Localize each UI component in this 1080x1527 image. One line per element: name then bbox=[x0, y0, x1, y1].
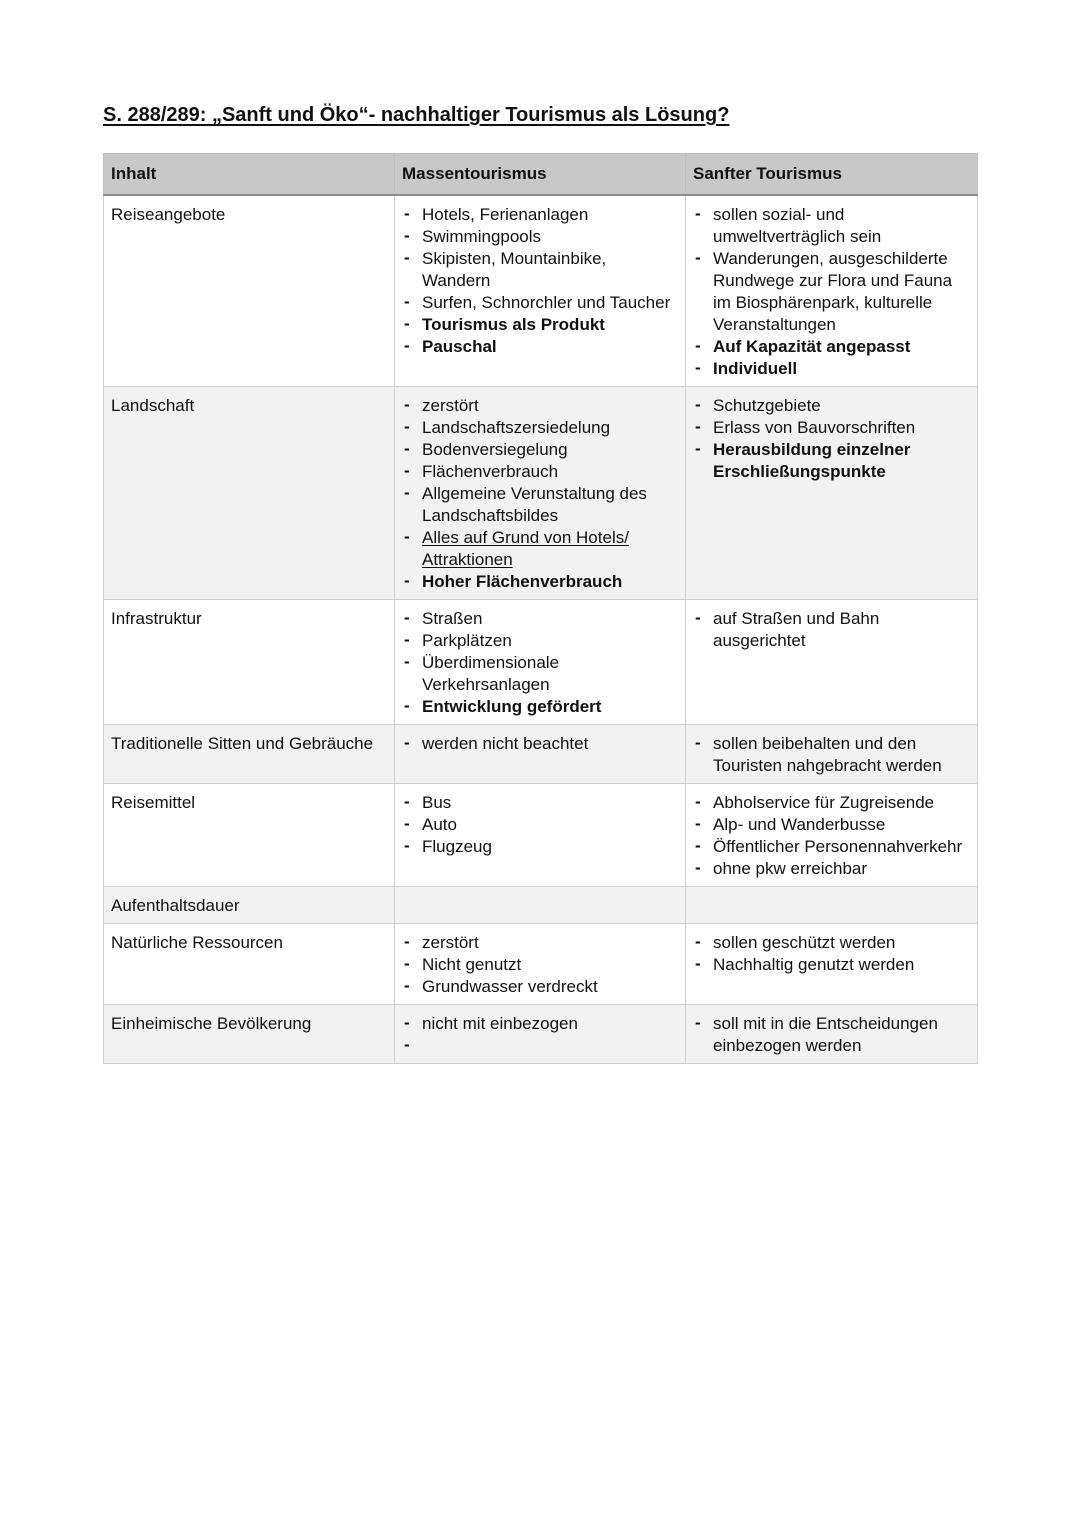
list-item-text: Grundwasser verdreckt bbox=[422, 977, 598, 996]
list-item-text: Alles auf Grund von Hotels/ Attraktionen bbox=[422, 528, 629, 569]
comparison-table bbox=[103, 153, 978, 1064]
row-label: Infrastruktur bbox=[104, 600, 395, 725]
cell-massentourismus bbox=[395, 887, 686, 924]
cell-sanfter-tourismus bbox=[686, 195, 978, 387]
list-item bbox=[693, 836, 970, 858]
table-row bbox=[104, 924, 978, 1005]
bullet-list bbox=[402, 792, 678, 858]
list-item-text: Entwicklung gefördert bbox=[422, 697, 602, 716]
list-item-text: Tourismus als Produkt bbox=[422, 315, 605, 334]
list-item-text: Nicht genutzt bbox=[422, 955, 522, 974]
table-row bbox=[104, 195, 978, 387]
list-item bbox=[402, 954, 678, 976]
header-row bbox=[104, 154, 978, 196]
cell-massentourismus bbox=[395, 725, 686, 784]
bullet-list bbox=[693, 1013, 970, 1057]
list-item-text: Hotels, Ferienanlagen bbox=[422, 205, 589, 224]
list-item-text: Erlass von Bauvorschriften bbox=[713, 418, 916, 437]
list-item bbox=[693, 336, 970, 358]
table-row bbox=[104, 600, 978, 725]
row-label: Reiseangebote bbox=[104, 195, 395, 387]
bullet-list bbox=[693, 932, 970, 976]
bullet-list bbox=[402, 608, 678, 718]
list-item bbox=[402, 204, 678, 226]
list-item-text: Nachhaltig genutzt werden bbox=[713, 955, 915, 974]
cell-sanfter-tourismus bbox=[686, 725, 978, 784]
list-item bbox=[402, 932, 678, 954]
list-item-text: Alp- und Wanderbusse bbox=[713, 815, 886, 834]
cell-massentourismus bbox=[395, 924, 686, 1005]
list-item bbox=[693, 858, 970, 880]
list-item-text: sollen sozial- und umweltverträglich sein bbox=[713, 205, 882, 246]
list-item-text: Auf Kapazität angepasst bbox=[713, 337, 911, 356]
cell-sanfter-tourismus bbox=[686, 924, 978, 1005]
list-item bbox=[693, 204, 970, 248]
list-item-text: Überdimensionale Verkehrsanlagen bbox=[422, 653, 560, 694]
list-item bbox=[693, 248, 970, 336]
table-row bbox=[104, 725, 978, 784]
table-row bbox=[104, 1005, 978, 1064]
list-item-text: Hoher Flächenverbrauch bbox=[422, 572, 623, 591]
list-item bbox=[402, 336, 678, 358]
row-label: Landschaft bbox=[104, 387, 395, 600]
header-massentourismus: Massentourismus bbox=[395, 154, 686, 196]
list-item bbox=[402, 226, 678, 248]
list-item bbox=[402, 248, 678, 292]
table-row bbox=[104, 784, 978, 887]
list-item bbox=[402, 814, 678, 836]
list-item-text: Bus bbox=[422, 793, 452, 812]
cell-massentourismus bbox=[395, 1005, 686, 1064]
list-item bbox=[402, 630, 678, 652]
list-item bbox=[693, 608, 970, 652]
list-item-text: Skipisten, Mountainbike, Wandern bbox=[422, 249, 607, 290]
list-item bbox=[402, 608, 678, 630]
list-item bbox=[402, 461, 678, 483]
cell-sanfter-tourismus bbox=[686, 784, 978, 887]
list-item-text: Wanderungen, ausgeschilderte Rundwege zur Flora und Fauna im Biosphärenpark, kulturelle Veranstaltungen bbox=[713, 249, 953, 334]
list-item bbox=[693, 733, 970, 777]
cell-sanfter-tourismus bbox=[686, 887, 978, 924]
row-label: Reisemittel bbox=[104, 784, 395, 887]
list-item bbox=[693, 395, 970, 417]
list-item bbox=[402, 733, 678, 755]
list-item bbox=[402, 417, 678, 439]
list-item bbox=[693, 792, 970, 814]
list-item bbox=[693, 439, 970, 483]
list-item-text: werden nicht beachtet bbox=[422, 734, 589, 753]
list-item-text: Abholservice für Zugreisende bbox=[713, 793, 935, 812]
list-item-text: zerstört bbox=[422, 396, 479, 415]
bullet-list bbox=[402, 395, 678, 593]
list-item-text: nicht mit einbezogen bbox=[422, 1014, 578, 1033]
list-item bbox=[402, 395, 678, 417]
cell-massentourismus bbox=[395, 195, 686, 387]
list-item bbox=[693, 814, 970, 836]
list-item-text: Flugzeug bbox=[422, 837, 492, 856]
list-item bbox=[402, 292, 678, 314]
list-item-text: auf Straßen und Bahn ausgerichtet bbox=[713, 609, 880, 650]
cell-sanfter-tourismus bbox=[686, 1005, 978, 1064]
list-item-text: sollen geschützt werden bbox=[713, 933, 896, 952]
list-item bbox=[402, 976, 678, 998]
list-item bbox=[693, 358, 970, 380]
list-item bbox=[402, 696, 678, 718]
list-item bbox=[402, 792, 678, 814]
table-row bbox=[104, 387, 978, 600]
bullet-list bbox=[693, 204, 970, 380]
bullet-list bbox=[693, 395, 970, 483]
list-item bbox=[693, 954, 970, 976]
row-label: Aufenthaltsdauer bbox=[104, 887, 395, 924]
list-item bbox=[402, 439, 678, 461]
page-title: S. 288/289: „Sanft und Öko“- nachhaltiger Tourismus als Lösung? bbox=[103, 104, 730, 126]
list-item-text: Allgemeine Verunstaltung des Landschaftsbildes bbox=[422, 484, 647, 525]
row-label: Einheimische Bevölkerung bbox=[104, 1005, 395, 1064]
list-item-text: Surfen, Schnorchler und Taucher bbox=[422, 293, 671, 312]
list-item-text: Herausbildung einzelner Erschließungspunkte bbox=[713, 440, 911, 481]
list-item-text: Öffentlicher Personennahverkehr bbox=[713, 837, 963, 856]
list-item-text: ohne pkw erreichbar bbox=[713, 859, 868, 878]
list-item bbox=[402, 1013, 678, 1035]
row-label: Natürliche Ressourcen bbox=[104, 924, 395, 1005]
list-item-text: Pauschal bbox=[422, 337, 497, 356]
list-item-text: Individuell bbox=[713, 359, 798, 378]
cell-sanfter-tourismus bbox=[686, 387, 978, 600]
header-sanfter-tourismus: Sanfter Tourismus bbox=[686, 154, 978, 196]
list-item-text: sollen beibehalten und den Touristen nahgebracht werden bbox=[713, 734, 942, 775]
list-item bbox=[693, 932, 970, 954]
bullet-list bbox=[402, 204, 678, 358]
list-item bbox=[402, 483, 678, 527]
list-item-text: zerstört bbox=[422, 933, 479, 952]
bullet-list bbox=[402, 932, 678, 998]
list-item-text: Swimmingpools bbox=[422, 227, 542, 246]
list-item-text: soll mit in die Entscheidungen einbezogen werden bbox=[713, 1014, 938, 1055]
list-item bbox=[402, 836, 678, 858]
cell-massentourismus bbox=[395, 387, 686, 600]
bullet-list bbox=[693, 733, 970, 777]
bullet-list bbox=[693, 792, 970, 880]
list-item-text: Bodenversiegelung bbox=[422, 440, 568, 459]
list-item bbox=[402, 652, 678, 696]
table-body bbox=[104, 195, 978, 1064]
row-label: Traditionelle Sitten und Gebräuche bbox=[104, 725, 395, 784]
list-item-text: Parkplätzen bbox=[422, 631, 512, 650]
list-item-text: Straßen bbox=[422, 609, 483, 628]
bullet-list bbox=[693, 608, 970, 652]
cell-sanfter-tourismus bbox=[686, 600, 978, 725]
cell-massentourismus bbox=[395, 600, 686, 725]
list-item bbox=[693, 417, 970, 439]
list-item bbox=[402, 527, 678, 571]
list-item bbox=[402, 571, 678, 593]
bullet-list bbox=[402, 1013, 678, 1035]
list-item-text: Landschaftszersiedelung bbox=[422, 418, 611, 437]
header-inhalt: Inhalt bbox=[104, 154, 395, 196]
list-item bbox=[693, 1013, 970, 1057]
list-item bbox=[402, 314, 678, 336]
list-item-text: Schutzgebiete bbox=[713, 396, 821, 415]
list-item-text: Flächenverbrauch bbox=[422, 462, 559, 481]
bullet-list bbox=[402, 733, 678, 755]
list-item-text: Auto bbox=[422, 815, 457, 834]
table-row bbox=[104, 887, 978, 924]
cell-massentourismus bbox=[395, 784, 686, 887]
